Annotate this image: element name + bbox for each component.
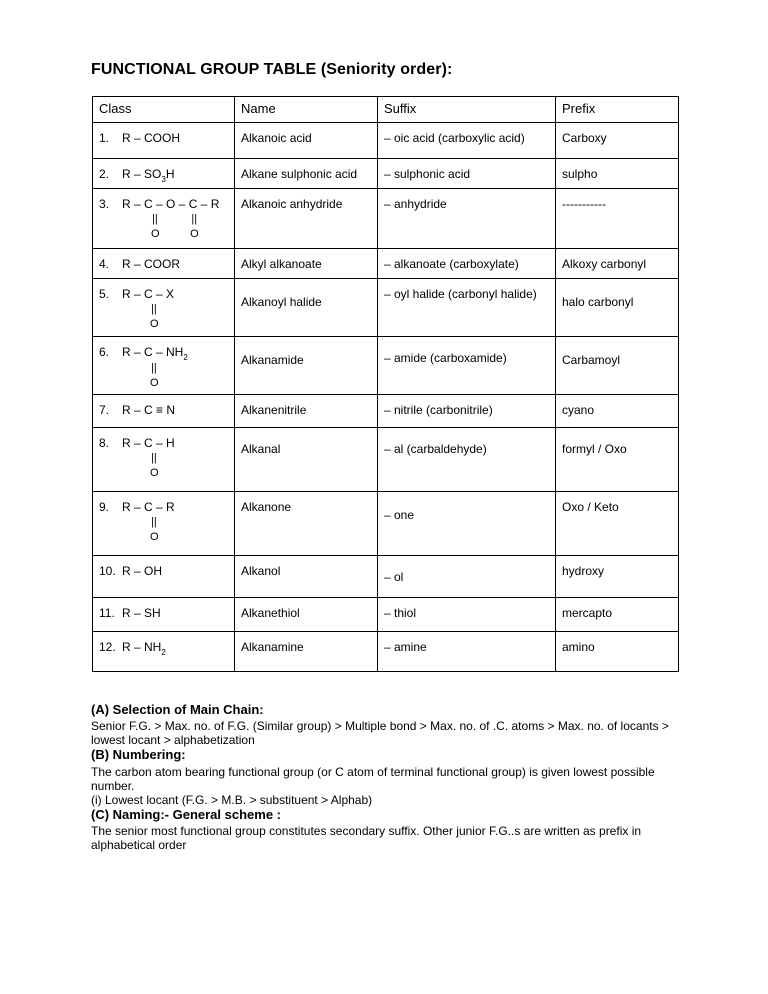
row-number: 7. bbox=[99, 403, 110, 417]
class-cell bbox=[93, 249, 235, 279]
name-cell: Alkyl alkanoate bbox=[235, 249, 378, 279]
row-number: 2. bbox=[99, 167, 110, 181]
header-class: Class bbox=[93, 97, 235, 123]
prefix-cell: formyl / Oxo bbox=[556, 428, 679, 492]
class-cell bbox=[93, 428, 235, 492]
table-row bbox=[93, 189, 679, 249]
name-cell: Alkanenitrile bbox=[235, 395, 378, 428]
suffix-cell: – oyl halide (carbonyl halide) bbox=[378, 279, 556, 337]
name-cell: Alkanamide bbox=[235, 337, 378, 395]
class-cell bbox=[93, 279, 235, 337]
row-number: 1. bbox=[99, 131, 110, 145]
table-row bbox=[93, 337, 679, 395]
class-cell bbox=[93, 632, 235, 672]
class-cell bbox=[93, 189, 235, 249]
header-prefix: Prefix bbox=[556, 97, 679, 123]
suffix-cell: – nitrile (carbonitrile) bbox=[378, 395, 556, 428]
class-formula: R – C – R bbox=[122, 500, 175, 514]
suffix-cell: – sulphonic acid bbox=[378, 159, 556, 189]
table-row bbox=[93, 395, 679, 428]
prefix-cell: Carboxy bbox=[556, 123, 679, 159]
table-row bbox=[93, 492, 679, 556]
suffix-cell: – al (carbaldehyde) bbox=[378, 428, 556, 492]
row-number: 8. bbox=[99, 436, 110, 450]
name-cell: Alkanone bbox=[235, 492, 378, 556]
header-suffix: Suffix bbox=[378, 97, 556, 123]
name-cell: Alkanamine bbox=[235, 632, 378, 672]
class-formula: R – OH bbox=[122, 564, 163, 578]
class-formula-end: H bbox=[165, 167, 175, 181]
double-bond: || bbox=[151, 362, 157, 374]
class-cell bbox=[93, 123, 235, 159]
class-formula: R – C – H bbox=[122, 436, 175, 450]
prefix-cell: mercapto bbox=[556, 598, 679, 632]
page-title: FUNCTIONAL GROUP TABLE (Seniority order): bbox=[91, 61, 453, 78]
table-row bbox=[93, 123, 679, 159]
double-bond: || || bbox=[152, 213, 198, 225]
class-cell bbox=[93, 492, 235, 556]
name-cell: Alkanoyl halide bbox=[235, 279, 378, 337]
row-number: 11. bbox=[99, 606, 115, 620]
table-row bbox=[93, 159, 679, 189]
double-bond: || bbox=[151, 452, 157, 464]
class-formula: R – C – O – C – R bbox=[122, 197, 220, 211]
class-cell bbox=[93, 159, 235, 189]
suffix-cell: – oic acid (carboxylic acid) bbox=[378, 123, 556, 159]
name-cell: Alkanoic acid bbox=[235, 123, 378, 159]
double-bond: || bbox=[151, 303, 157, 315]
oxygen-atom: O bbox=[150, 318, 159, 330]
prefix-cell: hydroxy bbox=[556, 556, 679, 598]
row-number: 5. bbox=[99, 287, 110, 301]
name-cell: Alkanol bbox=[235, 556, 378, 598]
row-number: 3. bbox=[99, 197, 110, 211]
class-cell bbox=[93, 395, 235, 428]
class-subscript: 2 bbox=[183, 353, 188, 362]
prefix-cell: sulpho bbox=[556, 159, 679, 189]
section-a-body: Senior F.G. > Max. no. of F.G. (Similar group) > Multiple bond > Max. no. of .C. atoms > Max. no. of locants > lowest locant > alphabetization bbox=[91, 719, 669, 747]
section-b-heading: (B) Numbering: bbox=[91, 747, 186, 762]
name-cell: Alkanethiol bbox=[235, 598, 378, 632]
suffix-cell: – amine bbox=[378, 632, 556, 672]
class-formula: R – COOH bbox=[122, 131, 181, 145]
prefix-cell: cyano bbox=[556, 395, 679, 428]
table-row bbox=[93, 428, 679, 492]
suffix-cell: – ol bbox=[378, 556, 556, 598]
suffix-cell: – thiol bbox=[378, 598, 556, 632]
row-number: 10. bbox=[99, 564, 116, 578]
table-row bbox=[93, 249, 679, 279]
oxygen-atom: O bbox=[150, 377, 159, 389]
section-c-body: The senior most functional group constitutes secondary suffix. Other junior F.G..s are written as prefix in alphabetical order bbox=[91, 824, 642, 852]
row-number: 4. bbox=[99, 257, 110, 271]
double-bond: || bbox=[151, 516, 157, 528]
suffix-cell: – alkanoate (carboxylate) bbox=[378, 249, 556, 279]
prefix-cell: Oxo / Keto bbox=[556, 492, 679, 556]
functional-group-table bbox=[92, 96, 679, 672]
class-subscript: 2 bbox=[161, 648, 166, 657]
class-cell bbox=[93, 337, 235, 395]
prefix-cell: ----------- bbox=[556, 189, 679, 249]
table-row bbox=[93, 279, 679, 337]
class-formula: R – NH bbox=[122, 640, 162, 654]
prefix-cell: amino bbox=[556, 632, 679, 672]
class-formula: R – SH bbox=[122, 606, 161, 620]
row-number: 9. bbox=[99, 500, 110, 514]
oxygen-atom: O bbox=[150, 467, 159, 479]
table-row bbox=[93, 556, 679, 598]
class-formula: R – C – X bbox=[122, 287, 175, 301]
prefix-cell: halo carbonyl bbox=[556, 279, 679, 337]
prefix-cell: Carbamoyl bbox=[556, 337, 679, 395]
oxygen-atom: O bbox=[150, 531, 159, 543]
suffix-cell: – amide (carboxamide) bbox=[378, 337, 556, 395]
name-cell: Alkanal bbox=[235, 428, 378, 492]
class-formula: R – SO bbox=[122, 167, 162, 181]
prefix-cell: Alkoxy carbonyl bbox=[556, 249, 679, 279]
oxygen-atom: O O bbox=[151, 228, 199, 240]
section-a-heading: (A) Selection of Main Chain: bbox=[91, 702, 264, 717]
header-name: Name bbox=[235, 97, 378, 123]
suffix-cell: – one bbox=[378, 492, 556, 556]
class-cell bbox=[93, 598, 235, 632]
table-row bbox=[93, 598, 679, 632]
table-header-row bbox=[93, 97, 679, 123]
class-formula: R – C ≡ N bbox=[122, 403, 176, 417]
class-formula: R – COOR bbox=[122, 257, 181, 271]
class-cell bbox=[93, 556, 235, 598]
name-cell: Alkane sulphonic acid bbox=[235, 159, 378, 189]
class-formula: R – C – NH bbox=[122, 345, 184, 359]
row-number: 12. bbox=[99, 640, 116, 654]
suffix-cell: – anhydride bbox=[378, 189, 556, 249]
row-number: 6. bbox=[99, 345, 110, 359]
section-b-body: The carbon atom bearing functional group (or C atom of terminal functional group) is given lowest possible number. bbox=[91, 765, 655, 793]
table-row bbox=[93, 632, 679, 672]
class-subscript: 3 bbox=[161, 175, 166, 184]
section-b-item: (i) Lowest locant (F.G. > M.B. > substituent > Alphab) bbox=[91, 793, 373, 807]
section-c-heading: (C) Naming:- General scheme : bbox=[91, 807, 281, 822]
name-cell: Alkanoic anhydride bbox=[235, 189, 378, 249]
